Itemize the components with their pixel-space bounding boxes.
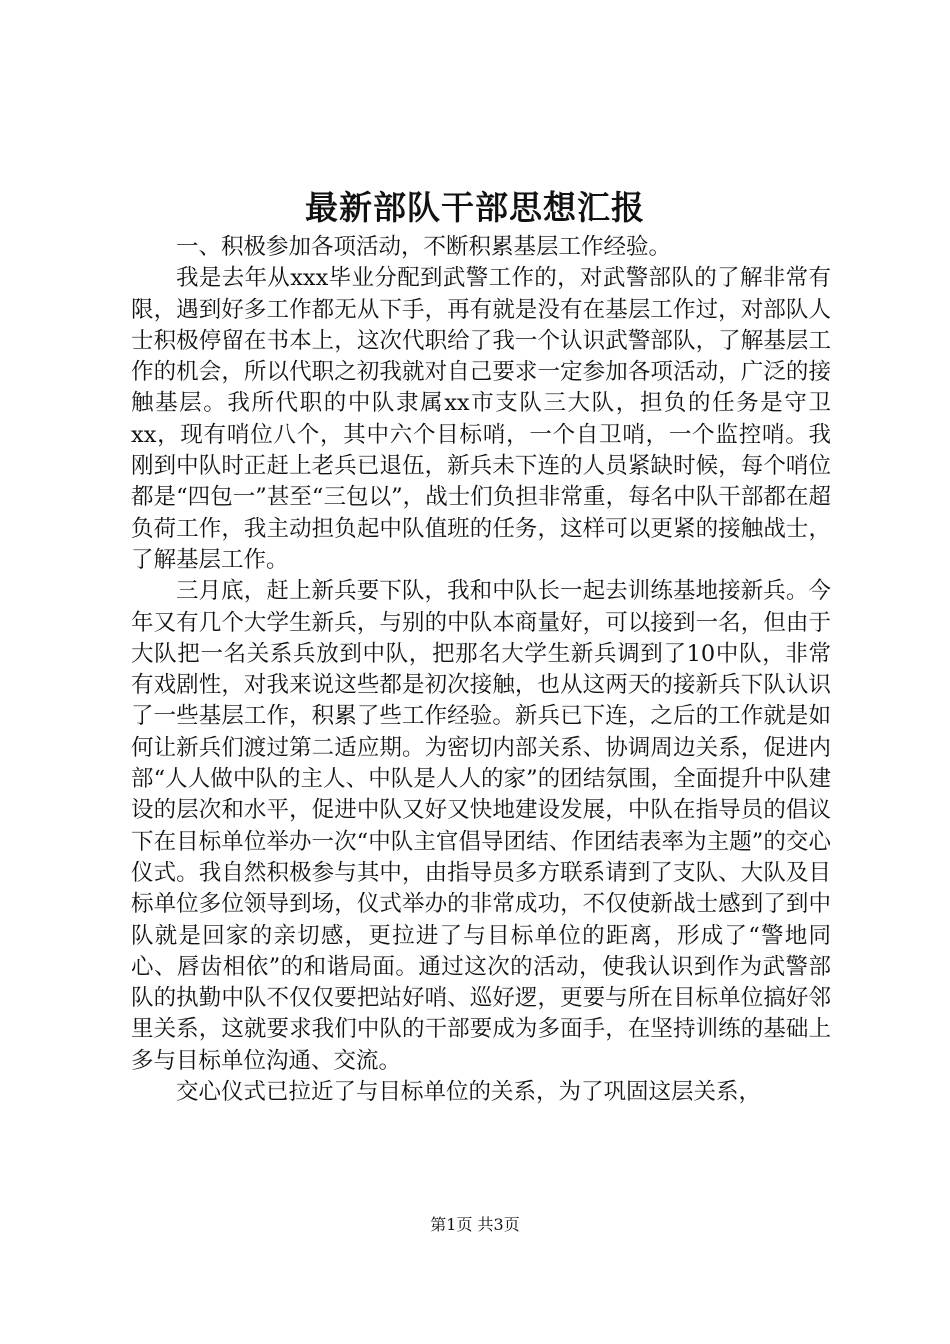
section-heading: 一、积极参加各项活动，不断积累基层工作经验。 — [176, 234, 672, 260]
paragraph: 我是去年从xxx毕业分配到武警工作的，对武警部队的了解非常有限，遇到好多工作都无从下手，再有就是没有在基层工作过，对部队人士积极停留在书本上，这次代职给了我一个认识武警部队，了解基层工作的机会，所以代职之初我就对自己要求一定参加各项活动，广泛的接触基层。我所代职的中队隶属xx市支队三大队，担负的任务是守卫xx，现有哨位八个，其中六个目标哨，一个自卫哨，一个监控哨。我刚到中队时正赶上老兵已退伍，新兵未下连的人员紧缺时候，每个哨位都是“四包一”甚至“三包以”，战士们负担非常重，每名中队干部都在超负荷工作，我主动担负起中队值班的任务，这样可以更紧的接触战士，了解基层工作。 — [131, 265, 831, 573]
paragraph: 交心仪式已拉近了与目标单位的关系，为了巩固这层关系， — [176, 1079, 762, 1106]
document-title: 最新部队干部思想汇报 — [305, 188, 645, 227]
paragraph: 三月底，赶上新兵要下队，我和中队长一起去训练基地接新兵。今年又有几个大学生新兵，与别的中队本商量好，可以接到一名，但由于大队把一名关系兵放到中队，把那名大学生新兵调到了10中队，非常有戏剧性，对我来说这些都是初次接触，也从这两天的接新兵下队认识了一些基层工作，积累了些工作经验。新兵已下连，之后的工作就是如何让新兵们渡过第二适应期。为密切内部关系、协调周边关系，促进内部“人人做中队的主人、中队是人人的家”的团结氛围，全面提升中队建设的层次和水平，促进中队又好又快地建设发展，中队在指导员的倡议下在目标单位举办一次“中队主官倡导团结、作团结表率为主题”的交心仪式。我自然积极参与其中，由指导员多方联系请到了支队、大队及目标单位多位领导到场，仪式举办的非常成功，不仅使新战士感到了到中队就是回家的亲切感，更拉进了与目标单位的距离，形成了“警地同心、唇齿相依”的和谐局面。通过这次的活动，使我认识到作为武警部队的执勤中队不仅仅要把站好哨、巡好逻，更要与所在目标单位搞好邻里关系，这就要求我们中队的干部要成为多面手，在坚持训练的基础上多与目标单位沟通、交流。 — [131, 578, 831, 1074]
document-body — [131, 232, 831, 1108]
page-footer: 第1页 共3页 — [430, 1215, 520, 1234]
